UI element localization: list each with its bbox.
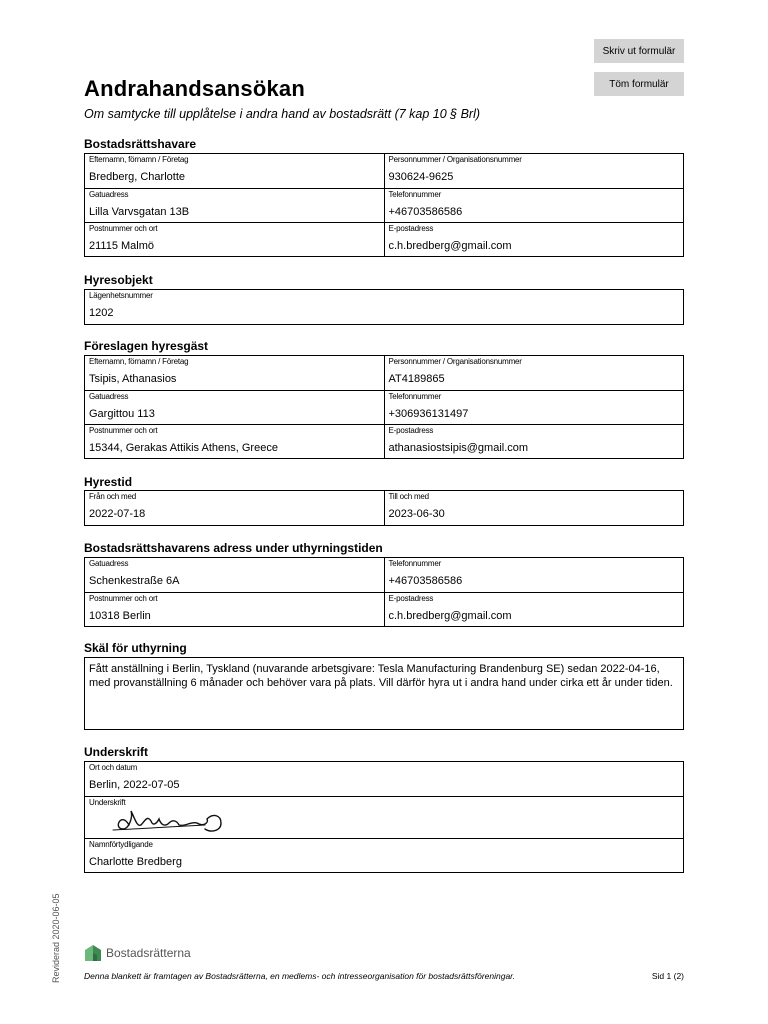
tenant-phone-field[interactable]	[384, 391, 684, 424]
section-title-object: Hyresobjekt	[84, 273, 153, 287]
owner-grid	[84, 153, 684, 257]
tenant-name-field[interactable]	[85, 356, 384, 390]
field-label: Telefonnummer	[388, 392, 442, 401]
revision-note: Reviderad 2020-06-05	[51, 893, 61, 983]
field-value: c.h.bredberg@gmail.com	[388, 240, 512, 252]
footer	[84, 971, 684, 981]
field-label: Ort och datum	[89, 763, 138, 772]
field-label: Gatuadress	[89, 392, 129, 401]
owner-email-field[interactable]	[384, 223, 684, 256]
section-title-tenant: Föreslagen hyresgäst	[84, 339, 209, 353]
apartment-number-field[interactable]	[85, 290, 683, 324]
field-value: Schenkestraße 6A	[89, 575, 180, 587]
field-value: Charlotte Bredberg	[89, 856, 182, 868]
field-value: 2023-06-30	[388, 508, 445, 520]
field-label: Underskrift	[89, 798, 126, 807]
field-label: Namnförtydligande	[89, 840, 153, 849]
field-value: Gargittou 113	[89, 408, 155, 420]
owner-address-street-field[interactable]	[85, 558, 384, 592]
tenant-street-field[interactable]	[85, 391, 384, 424]
field-label: Personnummer / Organisationsnummer	[388, 357, 522, 366]
field-label: Efternamn, förnamn / Företag	[89, 357, 189, 366]
field-label: Gatuadress	[89, 559, 129, 568]
field-value: Berlin, 2022-07-05	[89, 779, 180, 791]
field-value: 930624-9625	[388, 171, 454, 183]
clear-form-button[interactable]: Töm formulär	[594, 72, 684, 96]
field-value: 10318 Berlin	[89, 610, 151, 622]
bostadsratterna-logo	[84, 944, 191, 962]
print-form-button[interactable]: Skriv ut formulär	[594, 39, 684, 63]
handwritten-signature	[107, 799, 267, 839]
field-value: Lilla Varvsgatan 13B	[89, 206, 190, 218]
owner-address-zip-field[interactable]	[85, 593, 384, 626]
field-value: 15344, Gerakas Attikis Athens, Greece	[89, 442, 278, 454]
field-value: AT4189865	[388, 373, 445, 385]
field-label: Efternamn, förnamn / Företag	[89, 155, 189, 164]
field-value: 2022-07-18	[89, 508, 146, 520]
reason-textarea[interactable]: Fått anställning i Berlin, Tyskland (nuvarande arbetsgivare: Tesla Manufacturing Brandenburg SE) sedan 2022-04-16, med provanställning 6 månader och behöver vara på plats. Vill därför hyra ut i andra hand under cirka ett år under tiden.	[84, 657, 684, 730]
house-logo-icon	[84, 944, 102, 962]
field-label: Postnummer och ort	[89, 224, 158, 233]
period-from-field[interactable]	[85, 491, 384, 525]
owner-id-field[interactable]	[384, 154, 684, 188]
field-label: Postnummer och ort	[89, 426, 158, 435]
footer-text: Denna blankett är framtagen av Bostadsrätterna, en medlems- och intresseorganisation för bostadsrättsföreningar.	[84, 971, 516, 981]
section-title-owner-address: Bostadsrättshavarens adress under uthyrningstiden	[84, 541, 383, 555]
owner-phone-field[interactable]	[384, 189, 684, 222]
tenant-id-field[interactable]	[384, 356, 684, 390]
page-subtitle: Om samtycke till upplåtelse i andra hand av bostadsrätt (7 kap 10 § Brl)	[84, 107, 481, 121]
tenant-email-field[interactable]	[384, 425, 684, 458]
field-label: Telefonnummer	[388, 559, 442, 568]
field-value: c.h.bredberg@gmail.com	[388, 610, 512, 622]
section-title-period: Hyrestid	[84, 475, 133, 489]
signature-field[interactable]	[85, 797, 683, 838]
signature-grid	[84, 761, 684, 873]
page-number: Sid 1 (2)	[651, 971, 684, 981]
field-label: E-postadress	[388, 224, 434, 233]
field-label: Personnummer / Organisationsnummer	[388, 155, 522, 164]
owner-street-field[interactable]	[85, 189, 384, 222]
owner-address-phone-field[interactable]	[384, 558, 684, 592]
field-label: Från och med	[89, 492, 136, 501]
owner-zip-field[interactable]	[85, 223, 384, 256]
tenant-zip-field[interactable]	[85, 425, 384, 458]
field-value: +46703586586	[388, 575, 463, 587]
owner-name-field[interactable]	[85, 154, 384, 188]
object-grid	[84, 289, 684, 325]
field-value: +46703586586	[388, 206, 463, 218]
field-value: Tsipis, Athanasios	[89, 373, 177, 385]
field-label: Lägenhetsnummer	[89, 291, 153, 300]
field-value: 1202	[89, 307, 114, 319]
field-label: Telefonnummer	[388, 190, 442, 199]
name-clarification-field[interactable]	[85, 839, 683, 872]
field-label: E-postadress	[388, 426, 434, 435]
place-date-field[interactable]	[85, 762, 683, 796]
period-to-field[interactable]	[384, 491, 684, 525]
section-title-signature: Underskrift	[84, 745, 149, 759]
owner-address-grid	[84, 557, 684, 627]
field-value: 21115 Malmö	[89, 240, 155, 252]
field-value: +306936131497	[388, 408, 469, 420]
tenant-grid	[84, 355, 684, 459]
field-label: Till och med	[388, 492, 429, 501]
field-label: E-postadress	[388, 594, 434, 603]
field-value: athanasiostsipis@gmail.com	[388, 442, 529, 454]
period-grid	[84, 490, 684, 526]
section-title-reason: Skäl för uthyrning	[84, 641, 187, 655]
logo-text: Bostadsrätterna	[106, 946, 191, 960]
field-label: Postnummer och ort	[89, 594, 158, 603]
section-title-owner: Bostadsrättshavare	[84, 137, 197, 151]
field-value: Bredberg, Charlotte	[89, 171, 185, 183]
page-title: Andrahandsansökan	[84, 76, 306, 101]
owner-address-email-field[interactable]	[384, 593, 684, 626]
field-label: Gatuadress	[89, 190, 129, 199]
